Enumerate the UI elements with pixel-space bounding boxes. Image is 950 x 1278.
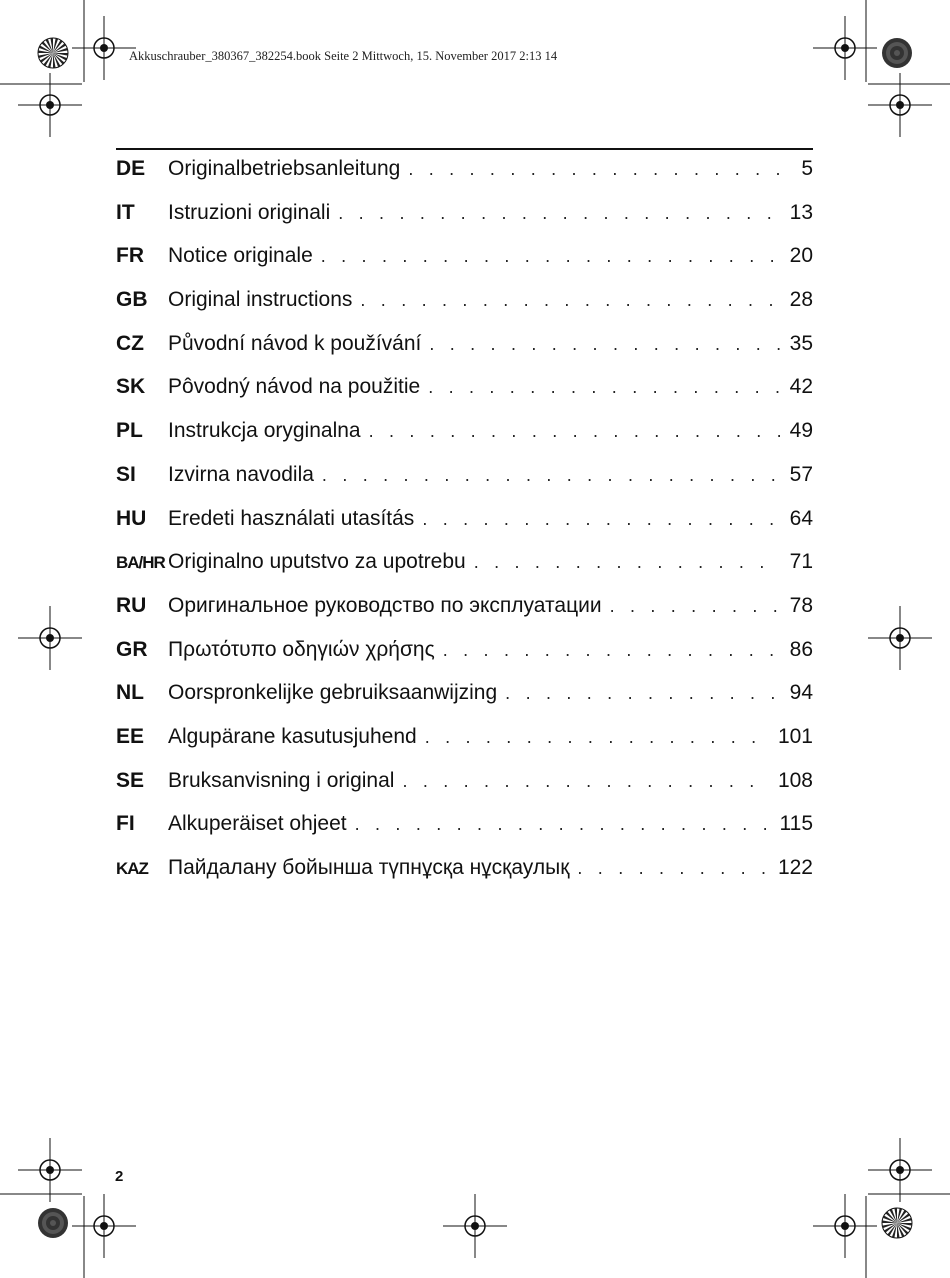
language-code: PL <box>116 419 143 443</box>
language-code: NL <box>116 681 144 705</box>
entry-title: Algupärane kasutusjuhend <box>168 724 417 748</box>
entry-title: Původní návod k používání <box>168 331 422 355</box>
entry-title: Eredeti használati utasítás <box>168 506 415 530</box>
language-code: SK <box>116 375 146 399</box>
entry-page: 57 <box>789 462 813 486</box>
entry-page: 71 <box>789 550 813 574</box>
registration-crosshair-icon <box>72 1194 136 1258</box>
language-code: EE <box>116 724 145 748</box>
entry-page: 108 <box>777 768 813 792</box>
entry-page: 35 <box>789 331 813 355</box>
entry-page: 20 <box>789 244 813 268</box>
entry-title: Bruksanvisning i original <box>168 768 395 792</box>
language-code: FI <box>116 812 135 836</box>
registration-crosshair-icon <box>18 606 82 670</box>
language-code: GB <box>116 288 148 312</box>
language-code: SI <box>116 462 136 486</box>
entry-title: Notice originale <box>168 244 313 268</box>
entry-title: Oorspronkelijke gebruiksaanwijzing <box>168 681 498 705</box>
entry-title: Originalno uputstvo za upotrebu <box>168 550 466 574</box>
entry-page: 115 <box>779 812 813 836</box>
entry-page: 64 <box>789 506 813 530</box>
language-code: FR <box>116 244 144 268</box>
entry-page: 5 <box>801 157 813 180</box>
registration-crosshair-icon <box>813 1194 877 1258</box>
entry-title: Alkuperäiset ohjeet <box>168 812 347 836</box>
entry-title: Originalbetriebsanleitung <box>168 157 401 180</box>
language-code: DE <box>116 157 146 180</box>
language-code: CZ <box>116 331 144 355</box>
entry-page: 28 <box>789 288 813 312</box>
registration-star-icon <box>38 38 68 68</box>
entry-title: Пайдалану бойынша түпнұсқа нұсқаулық <box>168 856 570 879</box>
entry-page: 94 <box>789 681 813 705</box>
entry-title: Instrukcja oryginalna <box>168 419 361 443</box>
registration-crosshair-icon <box>868 73 932 137</box>
registration-target-icon <box>38 1208 68 1238</box>
entry-title: Original instructions <box>168 288 353 312</box>
entry-page: 42 <box>789 375 813 399</box>
entry-title: Оригинальное руководство по эксплуатации <box>168 593 602 617</box>
entry-page: 13 <box>789 200 813 224</box>
print-slug: Akkuschrauber_380367_382254.book Seite 2 Mittwoch, 15. November 2017 2:13 14 <box>129 49 558 63</box>
entry-page: 49 <box>789 419 813 443</box>
entry-title: Pôvodný návod na použitie <box>168 375 421 399</box>
language-code: HU <box>116 506 147 530</box>
registration-crosshair-icon <box>18 1138 82 1202</box>
registration-crosshair-icon <box>72 16 136 80</box>
registration-crosshair-icon <box>868 606 932 670</box>
language-code: RU <box>116 593 147 617</box>
language-code: SE <box>116 768 145 792</box>
language-code: KAZ <box>116 859 148 878</box>
entry-title: Istruzioni originali <box>168 200 331 224</box>
registration-crosshair-icon <box>443 1194 507 1258</box>
registration-target-icon <box>882 38 912 68</box>
entry-title: Πρωτότυπο οδηγιών χρήσης <box>168 637 435 661</box>
entry-page: 86 <box>789 637 813 661</box>
entry-page: 101 <box>777 724 813 748</box>
language-code: BA/HR <box>116 553 165 573</box>
entry-page: 122 <box>777 856 813 879</box>
registration-crosshair-icon <box>18 73 82 137</box>
language-code: GR <box>116 637 148 661</box>
registration-crosshair-icon <box>868 1138 932 1202</box>
registration-crosshair-icon <box>813 16 877 80</box>
entry-page: 78 <box>789 593 813 617</box>
entry-title: Izvirna navodila <box>168 462 314 486</box>
language-code: IT <box>116 200 135 224</box>
page-number: 2 <box>115 1168 124 1185</box>
registration-star-icon <box>882 1208 912 1238</box>
